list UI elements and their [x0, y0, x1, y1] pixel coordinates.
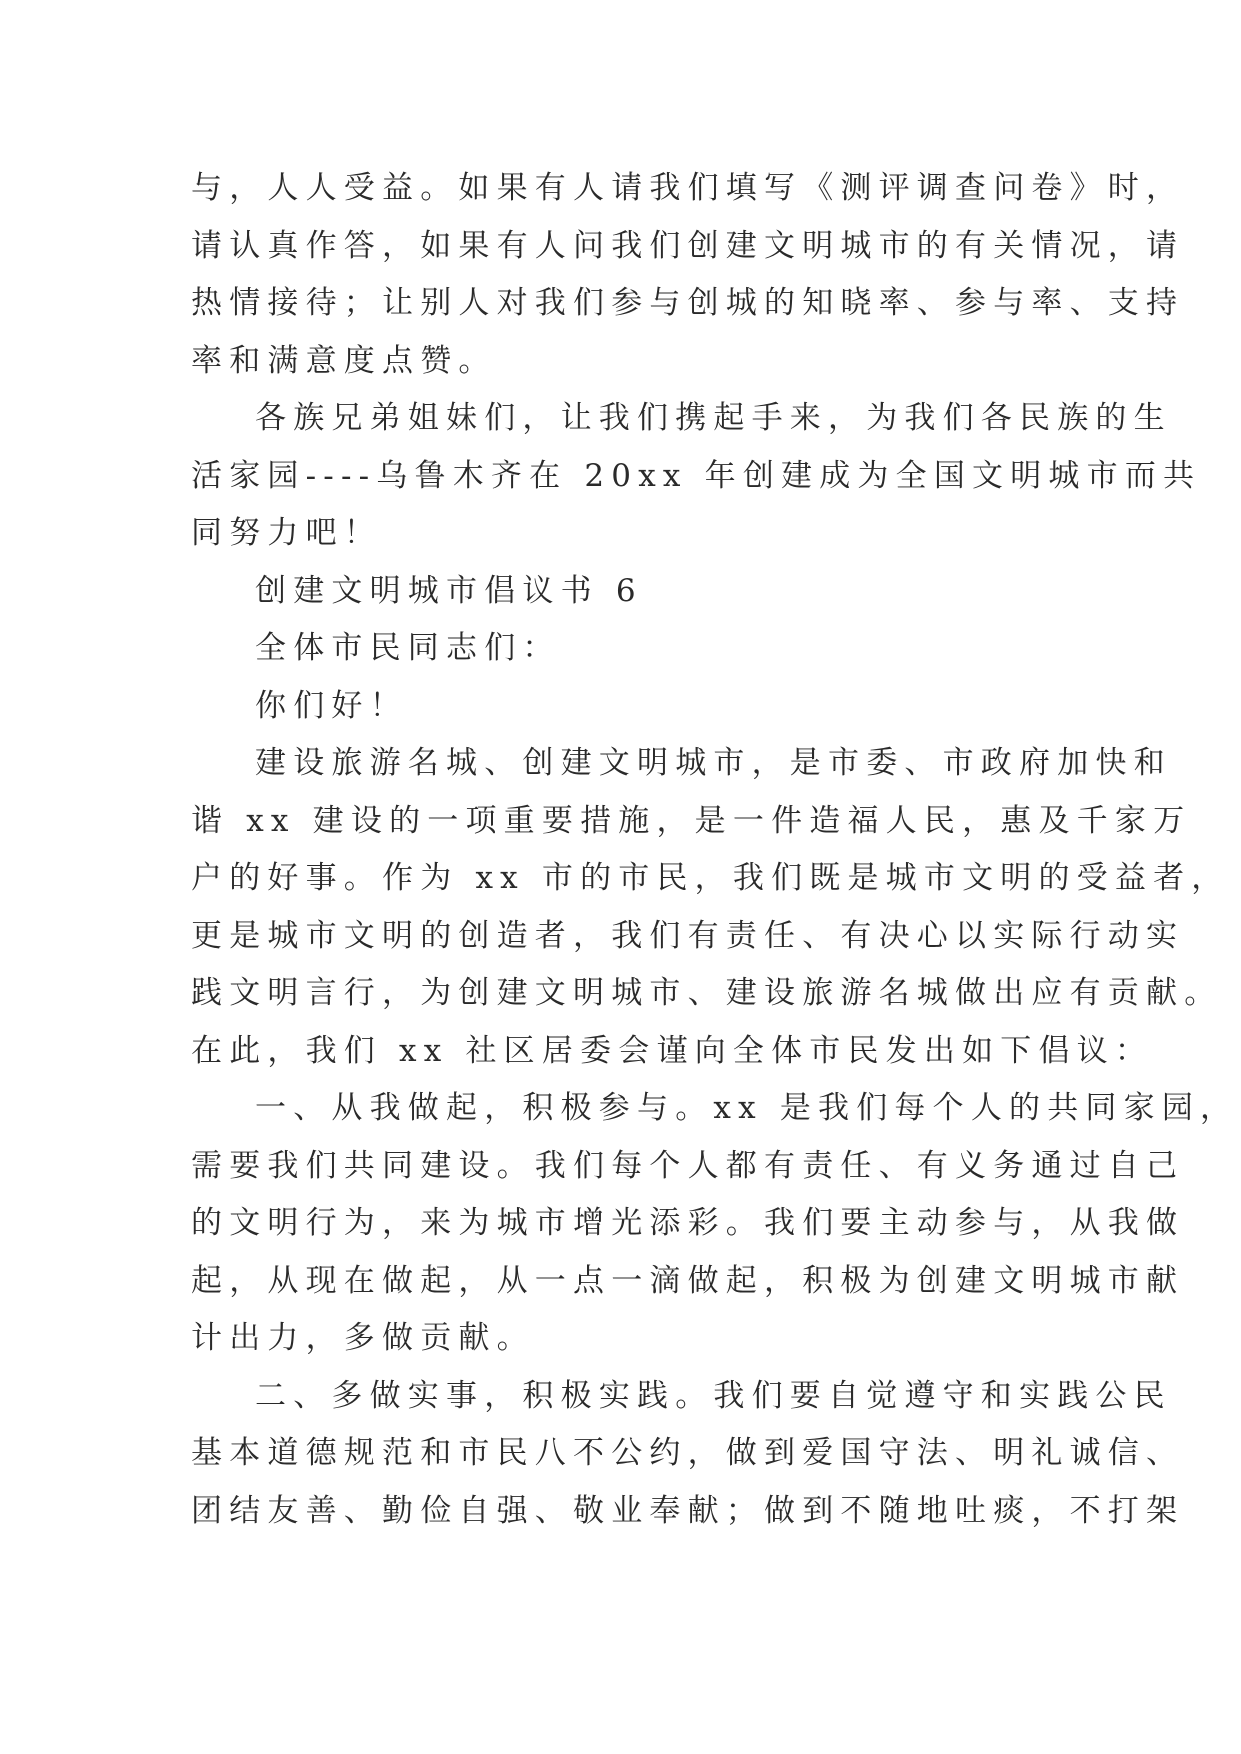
salutation: 全体市民同志们：	[255, 630, 561, 666]
text-line-18: 需要我们共同建设。我们每个人都有责任、有义务通过自己	[191, 1147, 1185, 1184]
text-line-17: 一、从我做起，积极参与。xx 是我们每个人的共同家园，	[255, 1090, 1239, 1126]
text-line-22: 二、多做实事，积极实践。我们要自觉遵守和实践公民	[255, 1377, 1172, 1414]
section-heading: 创建文明城市倡议书 6	[255, 572, 643, 609]
greeting: 你们好！	[255, 687, 408, 724]
text-line-19: 的文明行为，来为城市增光添彩。我们要主动参与，从我做	[191, 1205, 1185, 1241]
text-line-13: 户的好事。作为 xx 市的市民，我们既是城市文明的受益者，	[191, 860, 1230, 896]
text-line-20: 起，从现在做起，从一点一滴做起，积极为创建文明城市献	[191, 1262, 1185, 1299]
text-line-5: 各族兄弟姐妹们，让我们携起手来，为我们各民族的生	[255, 400, 1172, 436]
text-line-7: 同努力吧！	[191, 515, 382, 551]
document-body	[191, 160, 1239, 1540]
text-line-12: 谐 xx 建设的一项重要措施，是一件造福人民，惠及千家万	[191, 802, 1192, 839]
text-line-1: 与，人人受益。如果有人请我们填写《测评调查问卷》时，	[191, 170, 1185, 206]
text-line-4: 率和满意度点赞。	[191, 342, 497, 379]
text-line-14: 更是城市文明的创造者，我们有责任、有决心以实际行动实	[191, 917, 1185, 954]
text-line-2: 请认真作答，如果有人问我们创建文明城市的有关情况，请	[191, 227, 1185, 264]
text-line-24: 团结友善、勤俭自强、敬业奉献；做到不随地吐痰，不打架	[191, 1492, 1185, 1529]
text-line-11: 建设旅游名城、创建文明城市，是市委、市政府加快和	[255, 745, 1172, 781]
text-line-6: 活家园----乌鲁木齐在 20xx 年创建成为全国文明城市而共	[191, 457, 1202, 494]
text-line-21: 计出力，多做贡献。	[191, 1320, 535, 1356]
text-line-3: 热情接待；让别人对我们参与创城的知晓率、参与率、支持	[191, 285, 1185, 321]
text-line-16: 在此，我们 xx 社区居委会谨向全体市民发出如下倡议：	[191, 1032, 1154, 1069]
text-line-23: 基本道德规范和市民八不公约，做到爱国守法、明礼诚信、	[191, 1435, 1185, 1471]
text-line-15: 践文明言行，为创建文明城市、建设旅游名城做出应有贡献。	[191, 975, 1223, 1011]
